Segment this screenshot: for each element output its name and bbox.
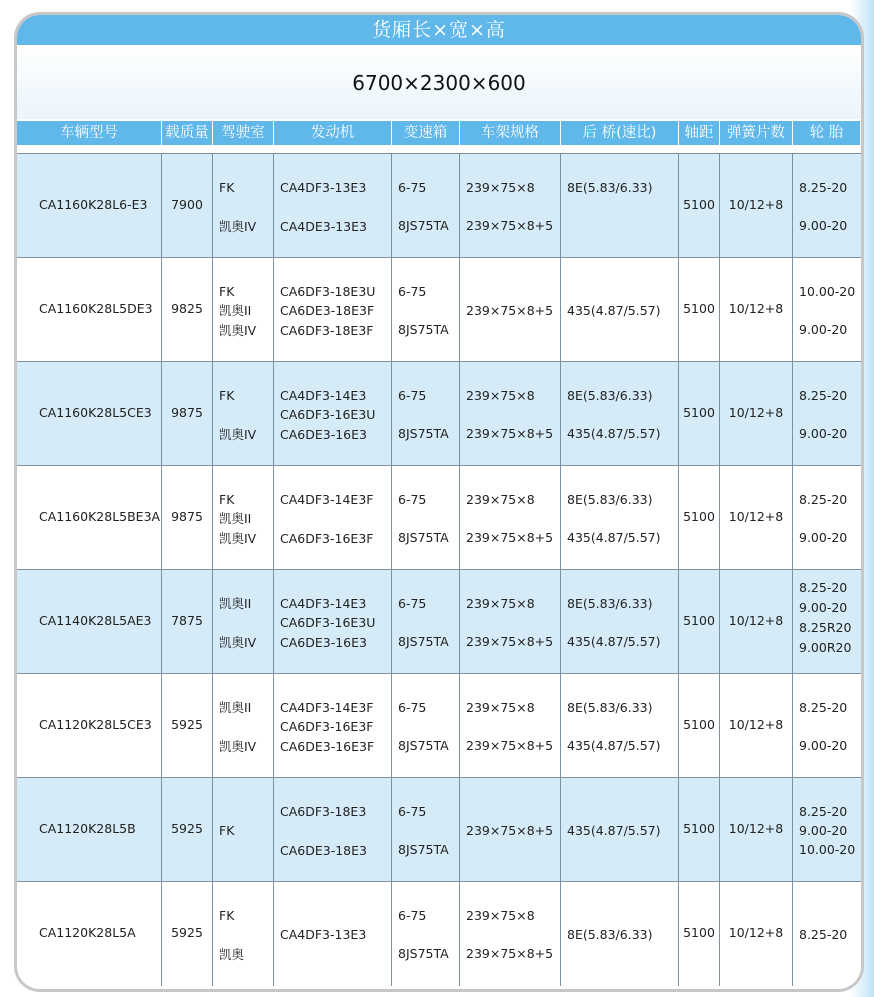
tires-line: 9.00-20	[799, 530, 848, 545]
cell-frame	[460, 154, 561, 258]
gearbox-line: 8JS75TA	[398, 426, 449, 441]
cab-line: 凯奥II	[219, 303, 252, 318]
table-row	[17, 673, 861, 777]
table-row	[17, 881, 861, 985]
table-row	[17, 361, 861, 465]
springs-value: 10/12+8	[728, 613, 784, 628]
model-value: CA1160K28L5DE3	[39, 301, 153, 316]
cell-load	[162, 674, 213, 778]
engine-line: CA6DF3-16E3U	[280, 407, 376, 422]
header-model: 车辆型号	[17, 121, 162, 145]
model-value: CA1140K28L5AE3	[39, 613, 152, 628]
cargo-box-title: 货厢长×宽×高	[17, 15, 861, 45]
springs-value: 10/12+8	[728, 405, 784, 420]
frame-line: 239×75×8+5	[466, 530, 554, 545]
engine-line: CA6DF3-18E3F	[280, 323, 374, 338]
engine-line: CA4DF3-14E3	[280, 596, 367, 611]
gearbox-line: 8JS75TA	[398, 946, 449, 961]
frame-line: 239×75×8	[466, 388, 535, 403]
cell-tires	[793, 882, 861, 986]
cell-axle	[561, 362, 679, 466]
tires-line: 9.00-20	[799, 738, 848, 753]
cell-frame	[460, 674, 561, 778]
cell-load	[162, 258, 213, 362]
header-axle: 后 桥(速比)	[561, 121, 679, 145]
tires-line: 9.00-20	[799, 218, 848, 233]
header-springs: 弹簧片数	[720, 121, 793, 145]
engine-line: CA6DE3-16E3	[280, 635, 367, 650]
cell-cab	[213, 154, 274, 258]
cell-gearbox	[392, 258, 460, 362]
tires-line: 8.25-20	[799, 180, 848, 195]
wheelbase-value: 5100	[683, 821, 715, 836]
wheelbase-value: 5100	[683, 197, 715, 212]
cell-gearbox	[392, 362, 460, 466]
cell-axle	[561, 674, 679, 778]
cell-gearbox	[392, 154, 460, 258]
table-row	[17, 569, 861, 673]
engine-line: CA6DF3-18E3	[280, 804, 367, 819]
frame-line: 239×75×8+5	[466, 823, 554, 838]
cab-line: FK	[219, 388, 235, 403]
gearbox-line: 8JS75TA	[398, 842, 449, 857]
model-value: CA1120K28L5B	[39, 821, 136, 836]
cell-wheelbase	[679, 154, 720, 258]
gearbox-line: 6-75	[398, 284, 427, 299]
cell-wheelbase	[679, 258, 720, 362]
frame-line: 239×75×8+5	[466, 946, 554, 961]
spec-table-frame	[14, 12, 864, 992]
engine-line: CA4DF3-13E3	[280, 180, 367, 195]
cell-load	[162, 466, 213, 570]
cell-engine	[274, 882, 392, 986]
cell-frame	[460, 258, 561, 362]
cell-tires	[793, 154, 861, 258]
frame-line: 239×75×8	[466, 908, 535, 923]
cab-line: 凯奥II	[219, 511, 252, 526]
cab-line: 凯奥II	[219, 700, 252, 715]
gearbox-line: 8JS75TA	[398, 738, 449, 753]
cab-line: 凯奥IV	[219, 427, 257, 442]
cell-springs	[720, 362, 793, 466]
cell-load	[162, 154, 213, 258]
cell-cab	[213, 882, 274, 986]
gearbox-line: 8JS75TA	[398, 322, 449, 337]
cell-tires	[793, 570, 861, 674]
tires-line: 9.00-20	[799, 426, 848, 441]
cell-cab	[213, 570, 274, 674]
tires-line: 10.00-20	[799, 842, 856, 857]
cell-engine	[274, 466, 392, 570]
cell-frame	[460, 882, 561, 986]
cell-axle	[561, 154, 679, 258]
header-engine: 发动机	[274, 121, 392, 145]
cell-springs	[720, 466, 793, 570]
springs-value: 10/12+8	[728, 509, 784, 524]
cab-line: 凯奥IV	[219, 635, 257, 650]
cargo-box-dimensions: 6700×2300×600	[17, 45, 861, 119]
gearbox-line: 8JS75TA	[398, 218, 449, 233]
load-value: 9825	[171, 301, 203, 316]
cell-load	[162, 362, 213, 466]
cab-line: FK	[219, 823, 235, 838]
engine-line: CA6DE3-16E3	[280, 427, 367, 442]
gearbox-line: 8JS75TA	[398, 634, 449, 649]
cell-axle	[561, 882, 679, 986]
cell-axle	[561, 778, 679, 882]
cell-engine	[274, 674, 392, 778]
header-cab: 驾驶室	[213, 121, 274, 145]
cell-model	[17, 154, 162, 258]
gearbox-line: 6-75	[398, 388, 427, 403]
header-tires: 轮 胎	[793, 121, 861, 145]
axle-line: 435(4.87/5.57)	[567, 530, 661, 545]
tires-line: 8.25-20	[799, 580, 848, 595]
wheelbase-value: 5100	[683, 717, 715, 732]
cell-springs	[720, 882, 793, 986]
tires-line: 8.25-20	[799, 700, 848, 715]
cell-model	[17, 778, 162, 882]
load-value: 5925	[171, 821, 203, 836]
cell-wheelbase	[679, 674, 720, 778]
cell-model	[17, 466, 162, 570]
axle-line: 435(4.87/5.57)	[567, 426, 661, 441]
load-value: 5925	[171, 717, 203, 732]
cell-gearbox	[392, 466, 460, 570]
load-value: 9875	[171, 509, 203, 524]
engine-line: CA4DF3-14E3F	[280, 700, 374, 715]
cell-axle	[561, 466, 679, 570]
cell-frame	[460, 466, 561, 570]
frame-line: 239×75×8	[466, 492, 535, 507]
table-row	[17, 153, 861, 257]
axle-line: 8E(5.83/6.33)	[567, 927, 653, 942]
model-value: CA1160K28L5BE3A	[39, 509, 161, 524]
cell-springs	[720, 674, 793, 778]
cell-frame	[460, 362, 561, 466]
model-value: CA1120K28L5CE3	[39, 717, 152, 732]
cell-springs	[720, 570, 793, 674]
engine-line: CA6DE3-16E3F	[280, 739, 375, 754]
wheelbase-value: 5100	[683, 925, 715, 940]
table-row	[17, 777, 861, 881]
cell-engine	[274, 154, 392, 258]
cab-line: 凯奥IV	[219, 323, 257, 338]
frame-line: 239×75×8+5	[466, 426, 554, 441]
tires-line: 8.25-20	[799, 804, 848, 819]
table-header	[17, 121, 861, 145]
cell-load	[162, 778, 213, 882]
tires-line: 9.00-20	[799, 322, 848, 337]
tires-line: 9.00-20	[799, 823, 848, 838]
engine-line: CA4DF3-13E3	[280, 927, 367, 942]
tires-line: 8.25-20	[799, 927, 848, 942]
frame-line: 239×75×8	[466, 180, 535, 195]
cell-cab	[213, 258, 274, 362]
model-value: CA1120K28L5A	[39, 925, 136, 940]
axle-line: 8E(5.83/6.33)	[567, 388, 653, 403]
cab-line: 凯奥IV	[219, 219, 257, 234]
cab-line: FK	[219, 908, 235, 923]
gearbox-line: 6-75	[398, 596, 427, 611]
axle-line: 435(4.87/5.57)	[567, 634, 661, 649]
cell-cab	[213, 466, 274, 570]
cell-tires	[793, 258, 861, 362]
header-wheelbase: 轴距	[679, 121, 720, 145]
cell-engine	[274, 570, 392, 674]
tires-line: 8.25-20	[799, 388, 848, 403]
axle-line: 8E(5.83/6.33)	[567, 700, 653, 715]
cab-line: 凯奥IV	[219, 739, 257, 754]
tires-line: 8.25R20	[799, 620, 852, 635]
springs-value: 10/12+8	[728, 821, 784, 836]
cab-line: FK	[219, 284, 235, 299]
engine-line: CA6DF3-16E3U	[280, 615, 376, 630]
engine-line: CA6DE3-18E3F	[280, 303, 375, 318]
cell-gearbox	[392, 778, 460, 882]
frame-line: 239×75×8+5	[466, 218, 554, 233]
frame-line: 239×75×8+5	[466, 634, 554, 649]
axle-line: 435(4.87/5.57)	[567, 738, 661, 753]
cell-axle	[561, 258, 679, 362]
load-value: 5925	[171, 925, 203, 940]
springs-value: 10/12+8	[728, 925, 784, 940]
cell-gearbox	[392, 882, 460, 986]
cell-engine	[274, 258, 392, 362]
axle-line: 435(4.87/5.57)	[567, 823, 661, 838]
load-value: 7900	[171, 197, 203, 212]
gearbox-line: 6-75	[398, 804, 427, 819]
wheelbase-value: 5100	[683, 405, 715, 420]
cell-frame	[460, 778, 561, 882]
frame-line: 239×75×8+5	[466, 738, 554, 753]
axle-line: 8E(5.83/6.33)	[567, 492, 653, 507]
frame-line: 239×75×8+5	[466, 303, 554, 318]
header-gap	[17, 145, 861, 153]
cell-load	[162, 570, 213, 674]
cell-axle	[561, 570, 679, 674]
header-frame: 车架规格	[460, 121, 561, 145]
engine-line: CA4DF3-14E3F	[280, 492, 374, 507]
frame-line: 239×75×8	[466, 700, 535, 715]
engine-line: CA4DF3-14E3	[280, 388, 367, 403]
cell-model	[17, 258, 162, 362]
springs-value: 10/12+8	[728, 197, 784, 212]
engine-line: CA6DF3-16E3F	[280, 719, 374, 734]
cell-model	[17, 362, 162, 466]
cab-line: 凯奥	[219, 947, 245, 962]
load-value: 7875	[171, 613, 203, 628]
cell-springs	[720, 258, 793, 362]
cell-springs	[720, 778, 793, 882]
cell-wheelbase	[679, 570, 720, 674]
cell-tires	[793, 778, 861, 882]
cell-model	[17, 882, 162, 986]
engine-line: CA6DF3-16E3F	[280, 531, 374, 546]
cell-gearbox	[392, 570, 460, 674]
tires-line: 8.25-20	[799, 492, 848, 507]
axle-line: 435(4.87/5.57)	[567, 303, 661, 318]
wheelbase-value: 5100	[683, 509, 715, 524]
cell-tires	[793, 362, 861, 466]
springs-value: 10/12+8	[728, 717, 784, 732]
cell-model	[17, 570, 162, 674]
cell-gearbox	[392, 674, 460, 778]
cell-load	[162, 882, 213, 986]
cell-wheelbase	[679, 882, 720, 986]
cab-line: 凯奥II	[219, 596, 252, 611]
cell-wheelbase	[679, 362, 720, 466]
engine-line: CA6DE3-18E3	[280, 843, 367, 858]
cell-cab	[213, 362, 274, 466]
model-value: CA1160K28L5CE3	[39, 405, 152, 420]
cab-line: FK	[219, 492, 235, 507]
cell-tires	[793, 674, 861, 778]
gearbox-line: 6-75	[398, 700, 427, 715]
model-value: CA1160K28L6-E3	[39, 197, 148, 212]
tires-line: 10.00-20	[799, 284, 856, 299]
header-gearbox: 变速箱	[392, 121, 460, 145]
tires-line: 9.00R20	[799, 640, 852, 655]
wheelbase-value: 5100	[683, 613, 715, 628]
engine-line: CA4DE3-13E3	[280, 219, 367, 234]
table-row	[17, 465, 861, 569]
tires-line: 9.00-20	[799, 600, 848, 615]
cell-tires	[793, 466, 861, 570]
cell-cab	[213, 778, 274, 882]
cell-wheelbase	[679, 466, 720, 570]
cab-line: 凯奥IV	[219, 531, 257, 546]
springs-value: 10/12+8	[728, 301, 784, 316]
wheelbase-value: 5100	[683, 301, 715, 316]
gearbox-line: 6-75	[398, 180, 427, 195]
cell-cab	[213, 674, 274, 778]
load-value: 9875	[171, 405, 203, 420]
axle-line: 8E(5.83/6.33)	[567, 596, 653, 611]
cell-springs	[720, 154, 793, 258]
header-load: 载质量	[162, 121, 213, 145]
cell-engine	[274, 362, 392, 466]
frame-line: 239×75×8	[466, 596, 535, 611]
cell-engine	[274, 778, 392, 882]
cab-line: FK	[219, 180, 235, 195]
cell-model	[17, 674, 162, 778]
cell-frame	[460, 570, 561, 674]
gearbox-line: 8JS75TA	[398, 530, 449, 545]
gearbox-line: 6-75	[398, 492, 427, 507]
table-row	[17, 257, 861, 361]
gearbox-line: 6-75	[398, 908, 427, 923]
cell-wheelbase	[679, 778, 720, 882]
axle-line: 8E(5.83/6.33)	[567, 180, 653, 195]
engine-line: CA6DF3-18E3U	[280, 284, 376, 299]
